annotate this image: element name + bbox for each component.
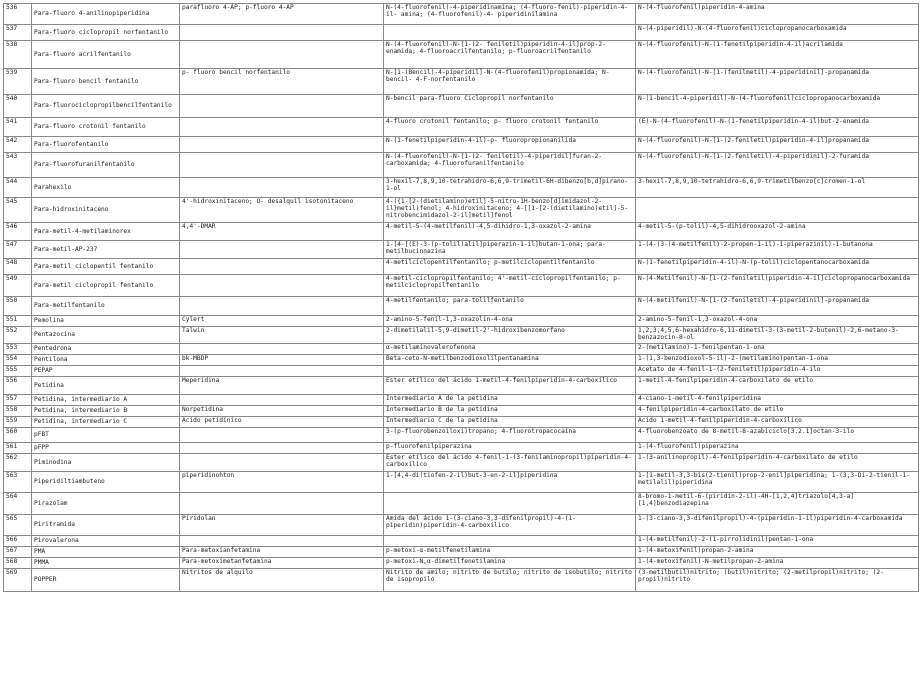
substance-name-cell: Para-fluoro acrilfentanilo — [32, 41, 180, 69]
row-number-cell: 536 — [4, 4, 32, 25]
table-row — [4, 327, 919, 344]
substance-table — [3, 3, 919, 592]
row-number-cell: 553 — [4, 344, 32, 355]
chemical-name-alt-cell: p-metoxi-α-metilfenetilamina — [384, 547, 636, 558]
substance-name-cell: pFPP — [32, 443, 180, 454]
chemical-name-alt-cell: 3-(p-fluorobenzoiloxi)tropano; 4-fluorotropacocaína — [384, 428, 636, 443]
substance-name-cell: Para-fluoro 4-anilinopiperidina — [32, 4, 180, 25]
chemical-name-alt-cell: 1-[4,4-di(tiofen-2-il)but-3-en-2-il]piperidina — [384, 472, 636, 493]
table-row — [4, 366, 919, 377]
row-number-cell: 549 — [4, 275, 32, 297]
synonyms-cell: piperidinohton — [180, 472, 384, 493]
chemical-name-alt-cell: N-[1-(Bencil)-4-piperidil]-N-(4-fluorofenil)propionamida; N-bencil- 4-F-norfentanilo — [384, 69, 636, 95]
table-row — [4, 355, 919, 366]
iupac-name-cell: 1-metil-4-fenilpiperidin-4-carboxilato de etilo — [636, 377, 919, 395]
iupac-name-cell: Acetato de 4-fenil-1-(2-feniletil)piperidin-4-ilo — [636, 366, 919, 377]
row-number-cell: 559 — [4, 417, 32, 428]
synonyms-cell: Talwin — [180, 327, 384, 344]
row-number-cell: 554 — [4, 355, 32, 366]
synonyms-cell: parafluoro 4-AP; p-fluoro 4-AP — [180, 4, 384, 25]
row-number-cell: 565 — [4, 515, 32, 536]
row-number-cell: 562 — [4, 454, 32, 472]
iupac-name-cell: 1,2,3,4,5,6-hexahidro-6,11-dimetil-3-(3-metil-2-butenil)-2,6-metano-3-benzazocin-8-ol — [636, 327, 919, 344]
synonyms-cell: Norpetidina — [180, 406, 384, 417]
table-row — [4, 472, 919, 493]
synonyms-cell: Para-metoxianfetamina — [180, 547, 384, 558]
synonyms-cell — [180, 454, 384, 472]
synonyms-cell — [180, 297, 384, 316]
synonyms-cell: bk-MBDP — [180, 355, 384, 366]
chemical-name-alt-cell: N-(4-fluorofenil)-4-piperidinamina; (4-fluoro-fenil)-piperidin-4-il- amina; (4-fluorofenil)-4- piperidinilamina — [384, 4, 636, 25]
iupac-name-cell: 1-(4-metoxifenil)-N-metilpropan-2-amina — [636, 558, 919, 569]
substance-name-cell: Pentilona — [32, 355, 180, 366]
substance-name-cell: Para-metil ciclopentil fentanilo — [32, 259, 180, 275]
table-row — [4, 428, 919, 443]
row-number-cell: 538 — [4, 41, 32, 69]
synonyms-cell — [180, 344, 384, 355]
row-number-cell: 567 — [4, 547, 32, 558]
synonyms-cell — [180, 25, 384, 41]
row-number-cell: 542 — [4, 137, 32, 153]
iupac-name-cell: (E)-N-(4-fluorofenil)-N-(1-fenetilpiperidin-4-il)but-2-enamida — [636, 118, 919, 137]
chemical-name-alt-cell: 1-[4-[(E)-3-(p-tolil)alil]piperazin-1-il]butan-1-ona; para-metilbucinnazina — [384, 241, 636, 259]
iupac-name-cell: (3-metilbutil)nitrito; (butil)nitrito; (2-metilpropil)nitrito; (2-propil)nitrito — [636, 569, 919, 592]
iupac-name-cell: N-(4-Metilfenil)-N-[1-(2-feniletil)piperidin-4-il]ciclopropanocarboxamida — [636, 275, 919, 297]
synonyms-cell: 4,4'-DMAR — [180, 223, 384, 241]
row-number-cell: 543 — [4, 153, 32, 178]
substance-name-cell: Petidina — [32, 377, 180, 395]
substance-table-body — [4, 4, 919, 592]
chemical-name-alt-cell: 4-metilfentanilo; para-tolilfentanilo — [384, 297, 636, 316]
chemical-name-alt-cell: N-bencil para-fluoro Ciclopropil norfentanilo — [384, 95, 636, 118]
substance-name-cell: Para-fluorofuranilfentanilo — [32, 153, 180, 178]
iupac-name-cell: N-(4-fluorofenil)-N-[1-(fenilmetil)-4-piperidinil]-propanamida — [636, 69, 919, 95]
synonyms-cell: 4'-hidroxinitaceno; O- desalquil isotonitaceno — [180, 198, 384, 223]
row-number-cell: 550 — [4, 297, 32, 316]
chemical-name-alt-cell: 2-dimetilalil-5,9-dimetil-2'-hidroxibenzomorfano — [384, 327, 636, 344]
substance-name-cell: Piminodina — [32, 454, 180, 472]
iupac-name-cell: 1-(3-ciano-3,3-difenilpropil)-4-(piperidin-1-il)piperidin-4-carboxamida — [636, 515, 919, 536]
synonyms-cell — [180, 137, 384, 153]
synonyms-cell — [180, 95, 384, 118]
row-number-cell: 552 — [4, 327, 32, 344]
chemical-name-alt-cell: Intermediario B de la petidina — [384, 406, 636, 417]
row-number-cell: 541 — [4, 118, 32, 137]
substance-name-cell: Para-fluoro bencil fentanilo — [32, 69, 180, 95]
row-number-cell: 560 — [4, 428, 32, 443]
row-number-cell: 555 — [4, 366, 32, 377]
iupac-name-cell: 1-(4-metoxifenil)propan-2-amina — [636, 547, 919, 558]
substance-name-cell: Petidina, intermediario C — [32, 417, 180, 428]
chemical-name-alt-cell: Beta-ceto-N-metilbenzodioxolilpentanamina — [384, 355, 636, 366]
chemical-name-alt-cell: N-(4-fluorofenil)-N-[1-(2- feniletil)piperidin-4-il]prop-2- enamida; 4-fluoroacrilfentanilo; p-fluoroacrilfentanilo — [384, 41, 636, 69]
substance-name-cell: Pirovalerona — [32, 536, 180, 547]
row-number-cell: 544 — [4, 178, 32, 198]
chemical-name-alt-cell: 4-metil-5-(4-metilfenil)-4,5-dihidro-1,3-oxazol-2-amina — [384, 223, 636, 241]
substance-name-cell: Para-metil ciclopropil fentanilo — [32, 275, 180, 297]
iupac-name-cell: 1-(4-fluorofenil)piperazina — [636, 443, 919, 454]
synonyms-cell: Piridolan — [180, 515, 384, 536]
table-row — [4, 316, 919, 327]
substance-name-cell: Piperidiltiambuteno — [32, 472, 180, 493]
synonyms-cell — [180, 275, 384, 297]
substance-name-cell: Para-fluoro crotonil fentanilo — [32, 118, 180, 137]
chemical-name-alt-cell — [384, 493, 636, 515]
synonyms-cell — [180, 536, 384, 547]
chemical-name-alt-cell: p-metoxi-N,α-dimetilfenetilamina — [384, 558, 636, 569]
chemical-name-alt-cell: Intermediario A de la petidina — [384, 395, 636, 406]
synonyms-cell — [180, 428, 384, 443]
table-row — [4, 25, 919, 41]
chemical-name-alt-cell — [384, 366, 636, 377]
iupac-name-cell: 2-amino-5-fenil-1,3-oxazol-4-ona — [636, 316, 919, 327]
iupac-name-cell: 4-ciano-1-metil-4-fenilpiperidina — [636, 395, 919, 406]
synonyms-cell — [180, 118, 384, 137]
iupac-name-cell: 1-(3-anilinopropil)-4-fenilpiperidin-4-carboxilato de etilo — [636, 454, 919, 472]
substance-list-page — [3, 3, 918, 592]
chemical-name-alt-cell: Éster etílico del ácido 1-metil-4-fenilpiperidin-4-carboxílico — [384, 377, 636, 395]
table-row — [4, 377, 919, 395]
substance-name-cell: Para-metil-4-metilaminorex — [32, 223, 180, 241]
synonyms-cell: p- fluoro bencil norfentanilo — [180, 69, 384, 95]
substance-name-cell: Pentazocina — [32, 327, 180, 344]
substance-name-cell: Parahexilo — [32, 178, 180, 198]
chemical-name-alt-cell: 4-fluoro crotonil fentanilo; p- fluoro crotonil fentanilo — [384, 118, 636, 137]
chemical-name-alt-cell: 4-({1-[2-(dietilamino)etil]-5-nitro-1H-benzo[d]imidazol-2-il}metil)fenol; 4-hidroxinitaceno; 4-[[1-[2-(dietilamino)etil]-5-nitrobencimidazol-2-il]metil]fenol — [384, 198, 636, 223]
table-row — [4, 558, 919, 569]
table-row — [4, 569, 919, 592]
iupac-name-cell: 3-hexil-7,8,9,10-tetrahidro-6,6,9-trimetilbenzo[c]cromen-1-ol — [636, 178, 919, 198]
synonyms-cell: Para-metoximetanfetamina — [180, 558, 384, 569]
synonyms-cell: Ácido petidínico — [180, 417, 384, 428]
synonyms-cell: Nitritos de alquilo — [180, 569, 384, 592]
iupac-name-cell: N-(4-fluorofenil)-N-[1-(2-feniletil)-4-piperidinil]-2-furamida — [636, 153, 919, 178]
synonyms-cell: Cylert — [180, 316, 384, 327]
substance-name-cell: PMMA — [32, 558, 180, 569]
synonyms-cell — [180, 366, 384, 377]
substance-name-cell: Pemolina — [32, 316, 180, 327]
row-number-cell: 545 — [4, 198, 32, 223]
table-row — [4, 417, 919, 428]
row-number-cell: 551 — [4, 316, 32, 327]
table-row — [4, 297, 919, 316]
substance-name-cell: Para-fluorociclopropilbencilfentanilo — [32, 95, 180, 118]
chemical-name-alt-cell — [384, 25, 636, 41]
substance-name-cell: Para-fluoro ciclopropil norfentanilo — [32, 25, 180, 41]
synonyms-cell — [180, 443, 384, 454]
table-row — [4, 178, 919, 198]
substance-name-cell: Piritramida — [32, 515, 180, 536]
synonyms-cell — [180, 41, 384, 69]
iupac-name-cell: 4-fenilpiperidin-4-carboxilato de etilo — [636, 406, 919, 417]
row-number-cell: 557 — [4, 395, 32, 406]
synonyms-cell — [180, 241, 384, 259]
substance-name-cell: Petidina, intermediario B — [32, 406, 180, 417]
substance-name-cell: POPPER — [32, 569, 180, 592]
chemical-name-alt-cell: 3-hexil-7,8,9,10-tetrahidro-6,6,9-trimetil-6H-dibenzo[b,d]pirano-1-ol — [384, 178, 636, 198]
row-number-cell: 561 — [4, 443, 32, 454]
iupac-name-cell: 1-(4-metilfenil)-2-(1-pirrolidinil)pentan-1-ona — [636, 536, 919, 547]
iupac-name-cell: 1-[1-metil-3,3-bis(2-tienil)prop-2-enil]piperidina; 1-(3,3-Di-2-tienil-1-metilalil)piperidina — [636, 472, 919, 493]
row-number-cell: 539 — [4, 69, 32, 95]
substance-name-cell: Petidina, intermediario A — [32, 395, 180, 406]
chemical-name-alt-cell: 4-metil-ciclopropilfentanilo; 4'-metil-ciclopropilfentanilo; p-metilciclopropilfentanilo — [384, 275, 636, 297]
iupac-name-cell: N-(4-fluorofenil)-N-[1-(2-feniletil)piperidin-4-il]propanamida — [636, 137, 919, 153]
iupac-name-cell: N-(4-fluorofenil)-N-(1-fenetilpiperidin-4-il)acrilamida — [636, 41, 919, 69]
substance-name-cell: PMA — [32, 547, 180, 558]
substance-name-cell: Pirazolam — [32, 493, 180, 515]
substance-name-cell: Para-metil-AP-237 — [32, 241, 180, 259]
synonyms-cell: Meperidina — [180, 377, 384, 395]
row-number-cell: 537 — [4, 25, 32, 41]
table-row — [4, 275, 919, 297]
chemical-name-alt-cell — [384, 536, 636, 547]
synonyms-cell — [180, 493, 384, 515]
chemical-name-alt-cell: N-(1-fenetilpiperidin-4-il)-p- fluoropropionanilida — [384, 137, 636, 153]
row-number-cell: 564 — [4, 493, 32, 515]
iupac-name-cell: N-(4-piperidil)-N-(4-fluorofenil)ciclopropanocarboxamida — [636, 25, 919, 41]
table-row — [4, 198, 919, 223]
table-row — [4, 4, 919, 25]
row-number-cell: 546 — [4, 223, 32, 241]
synonyms-cell — [180, 153, 384, 178]
table-row — [4, 395, 919, 406]
substance-name-cell: PEPAP — [32, 366, 180, 377]
iupac-name-cell: 8-bromo-1-metil-6-(piridin-2-il)-4H-[1,2,4]triazolo[4,3-a][1,4]benzodiazepina — [636, 493, 919, 515]
row-number-cell: 540 — [4, 95, 32, 118]
iupac-name-cell: 1-(4-(3-(4-metilfenil)-2-propen-1-il)-1-piperazinil)-1-butanona — [636, 241, 919, 259]
chemical-name-alt-cell: α-metilaminovalerofenona — [384, 344, 636, 355]
table-row — [4, 241, 919, 259]
chemical-name-alt-cell: Éster etílico del ácido 4-fenil-1-(3-fenilaminopropil)piperidin-4-carboxílico — [384, 454, 636, 472]
table-row — [4, 137, 919, 153]
synonyms-cell — [180, 259, 384, 275]
iupac-name-cell: N-(4-metilfenil)-N-[1-(2-feniletil)-4-piperidinil]-propanamida — [636, 297, 919, 316]
iupac-name-cell — [636, 198, 919, 223]
table-row — [4, 443, 919, 454]
table-row — [4, 223, 919, 241]
iupac-name-cell: N-(4-fluorofenil)piperidin-4-amina — [636, 4, 919, 25]
row-number-cell: 569 — [4, 569, 32, 592]
iupac-name-cell: 4-fluorobenzoato de 8-metil-8-azabiciclo[3.2.1]octan-3-ilo — [636, 428, 919, 443]
synonyms-cell — [180, 178, 384, 198]
row-number-cell: 556 — [4, 377, 32, 395]
substance-name-cell: pFBT — [32, 428, 180, 443]
chemical-name-alt-cell: 4-metilciclopentilfentanilo; p-metilciclopentilfentanilo — [384, 259, 636, 275]
iupac-name-cell: Ácido 1-metil-4-fenilpiperidin-4-carboxílico — [636, 417, 919, 428]
table-row — [4, 259, 919, 275]
chemical-name-alt-cell: Nitrito de amilo; nitrito de butilo; nitrito de isobutilo; nitrito de isopropilo — [384, 569, 636, 592]
iupac-name-cell: N-(1-bencil-4-piperidil)-N-(4-fluorofenil)ciclopropanocarboxamida — [636, 95, 919, 118]
table-row — [4, 41, 919, 69]
chemical-name-alt-cell: 2-amino-5-fenil-1,3-oxazolin-4-ona — [384, 316, 636, 327]
iupac-name-cell: N-(1-fenetilpiperidin-4-il)-N-(p-tolil)ciclopentanocarboxamida — [636, 259, 919, 275]
table-row — [4, 344, 919, 355]
substance-name-cell: Para-fluorofentanilo — [32, 137, 180, 153]
synonyms-cell — [180, 395, 384, 406]
row-number-cell: 547 — [4, 241, 32, 259]
iupac-name-cell: 1-(1,3-benzodioxol-5-il)-2-(metilamino)pentan-1-ona — [636, 355, 919, 366]
table-row — [4, 118, 919, 137]
iupac-name-cell: 2-(metilamino)-1-fenilpentan-1-ona — [636, 344, 919, 355]
row-number-cell: 558 — [4, 406, 32, 417]
iupac-name-cell: 4-metil-5-(p-tolil)-4,5-dihidrooxazol-2-amina — [636, 223, 919, 241]
table-row — [4, 515, 919, 536]
table-row — [4, 95, 919, 118]
chemical-name-alt-cell: Amida del ácido 1-(3-ciano-3,3-difenilpropil)-4-(1-piperidin)piperidin-4-carboxílico — [384, 515, 636, 536]
table-row — [4, 153, 919, 178]
table-row — [4, 69, 919, 95]
row-number-cell: 563 — [4, 472, 32, 493]
table-row — [4, 547, 919, 558]
table-row — [4, 406, 919, 417]
table-row — [4, 536, 919, 547]
row-number-cell: 548 — [4, 259, 32, 275]
row-number-cell: 566 — [4, 536, 32, 547]
chemical-name-alt-cell: Intermediario C de la petidina — [384, 417, 636, 428]
row-number-cell: 568 — [4, 558, 32, 569]
substance-name-cell: Para-hidroxinitaceno — [32, 198, 180, 223]
substance-name-cell: Pentedrona — [32, 344, 180, 355]
chemical-name-alt-cell: N-(4-fluorofenil)-N-[1-(2- feniletil)-4-piperidil]furan-2-carboxamida; 4-fluorofuranilfentanilo — [384, 153, 636, 178]
table-row — [4, 493, 919, 515]
substance-name-cell: Para-metilfentanilo — [32, 297, 180, 316]
chemical-name-alt-cell: p-fluorofenilpiperazina — [384, 443, 636, 454]
table-row — [4, 454, 919, 472]
